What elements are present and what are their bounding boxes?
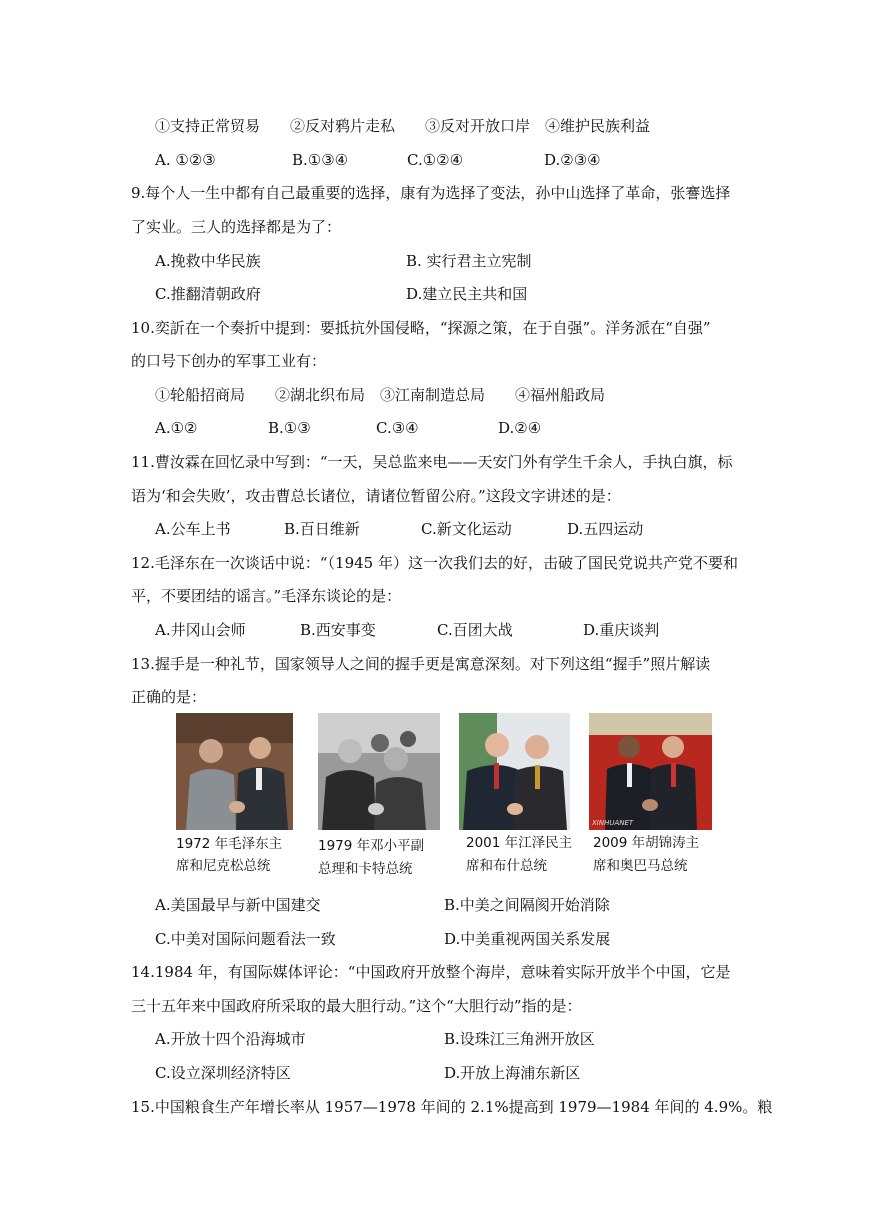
q10-options: ①轮船招商局 ②湖北织布局 ③江南制造总局 ④福州船政局 xyxy=(155,386,606,404)
photo-1972-image xyxy=(176,713,293,830)
q13-choice-d: D.中美重视两国关系发展 xyxy=(444,930,611,948)
photo-1979-handshake xyxy=(318,713,440,830)
photo-2001-handshake xyxy=(459,713,570,830)
q11-stem-line1: 11.曹汝霖在回忆录中写到：“一天，吴总监来电——天安门外有学生千余人，手执白旗，标 xyxy=(131,453,733,471)
photo-2001-image xyxy=(459,713,570,830)
q8-choice-b: B.①③④ xyxy=(292,151,349,169)
q12-choice-a: A.井冈山会师 xyxy=(155,621,246,639)
photo-2009-caption-line2: 席和奥巴马总统 xyxy=(593,858,688,874)
photo-1979-caption-line2: 总理和卡特总统 xyxy=(318,861,413,877)
photo-1979-image xyxy=(318,713,440,830)
q9-choice-a: A.挽救中华民族 xyxy=(155,252,261,270)
photo-2009-handshake xyxy=(589,713,712,830)
q13-stem-line2: 正确的是： xyxy=(131,688,207,706)
q9-stem-line1: 9.每个人一生中都有自己最重要的选择，康有为选择了变法，孙中山选择了革命，张謇选择 xyxy=(131,184,731,202)
q12-stem-line1: 12.毛泽东在一次谈话中说：“（1945 年）这一次我们去的好，击破了国民党说共产党不要和 xyxy=(131,554,738,572)
q14-stem-line1: 14.1984 年，有国际媒体评论：“中国政府开放整个海岸，意味着实际开放半个中国，它是 xyxy=(131,963,731,981)
photo-2001-caption-line2: 席和布什总统 xyxy=(466,858,547,874)
photo-2009-caption-line1: 2009 年胡锦涛主 xyxy=(593,835,700,851)
photo-1972-caption-line1: 1972 年毛泽东主 xyxy=(176,836,283,852)
q11-stem-line2: 语为‘和会失败’，攻击曹总长诸位，请诸位暂留公府。”这段文字讲述的是： xyxy=(131,487,621,505)
photo-1979-caption-line1: 1979 年邓小平副 xyxy=(318,838,425,854)
q12-choice-c: C.百团大战 xyxy=(437,621,513,639)
photo-2009-image xyxy=(589,713,712,830)
q14-choice-a: A.开放十四个沿海城市 xyxy=(155,1030,306,1048)
q9-stem-line2: 了实业。三人的选择都是为了： xyxy=(131,218,342,236)
photo-2001-caption-line1: 2001 年江泽民主 xyxy=(466,835,573,851)
q10-stem-line1: 10.奕訢在一个奏折中提到：要抵抗外国侵略，“探源之策，在于自强”。洋务派在“自强” xyxy=(131,319,711,337)
q14-choice-d: D.开放上海浦东新区 xyxy=(444,1064,581,1082)
q13-stem-line1: 13.握手是一种礼节，国家领导人之间的握手更是寓意深刻。对下列这组“握手”照片解读 xyxy=(131,655,711,673)
q9-choice-c: C.推翻清朝政府 xyxy=(155,285,261,303)
photo-1972-caption-line2: 席和尼克松总统 xyxy=(176,858,271,874)
q12-stem-line2: 平，不要团结的谣言。”毛泽东谈论的是： xyxy=(131,587,402,605)
q14-choice-b: B.设珠江三角洲开放区 xyxy=(444,1030,595,1048)
q12-choice-d: D.重庆谈判 xyxy=(583,621,660,639)
q10-choice-c: C.③④ xyxy=(376,419,419,437)
q13-choice-a: A.美国最早与新中国建交 xyxy=(155,896,321,914)
photo-1972-handshake xyxy=(176,713,293,830)
q14-choice-c: C.设立深圳经济特区 xyxy=(155,1064,291,1082)
q13-choice-c: C.中美对国际问题看法一致 xyxy=(155,930,336,948)
q11-choice-d: D.五四运动 xyxy=(567,520,644,538)
q10-choice-a: A.①② xyxy=(155,419,198,437)
q11-choice-a: A.公车上书 xyxy=(155,520,231,538)
q10-choice-b: B.①③ xyxy=(268,419,311,437)
q8-options: ①支持正常贸易 ②反对鸦片走私 ③反对开放口岸 ④维护民族利益 xyxy=(155,117,651,135)
q10-stem-line2: 的口号下创办的军事工业有： xyxy=(131,352,327,370)
q12-choice-b: B.西安事变 xyxy=(300,621,376,639)
q9-choice-b: B. 实行君主立宪制 xyxy=(406,252,532,270)
q9-choice-d: D.建立民主共和国 xyxy=(406,285,528,303)
q8-choice-d: D.②③④ xyxy=(544,151,601,169)
q14-stem-line2: 三十五年来中国政府所采取的最大胆行动。”这个“大胆行动”指的是： xyxy=(131,997,582,1015)
q8-choice-c: C.①②④ xyxy=(407,151,464,169)
q15-stem-line1: 15.中国粮食生产年增长率从 1957—1978 年间的 2.1%提高到 1979—1984 年间的 4.9%。粮 xyxy=(131,1098,773,1116)
q11-choice-c: C.新文化运动 xyxy=(421,520,512,538)
q10-choice-d: D.②④ xyxy=(498,419,542,437)
q8-choice-a: A. ①②③ xyxy=(155,151,216,169)
photo-watermark: XINHUANET xyxy=(592,819,634,827)
q13-choice-b: B.中美之间隔阂开始消除 xyxy=(444,896,610,914)
q11-choice-b: B.百日维新 xyxy=(284,520,360,538)
